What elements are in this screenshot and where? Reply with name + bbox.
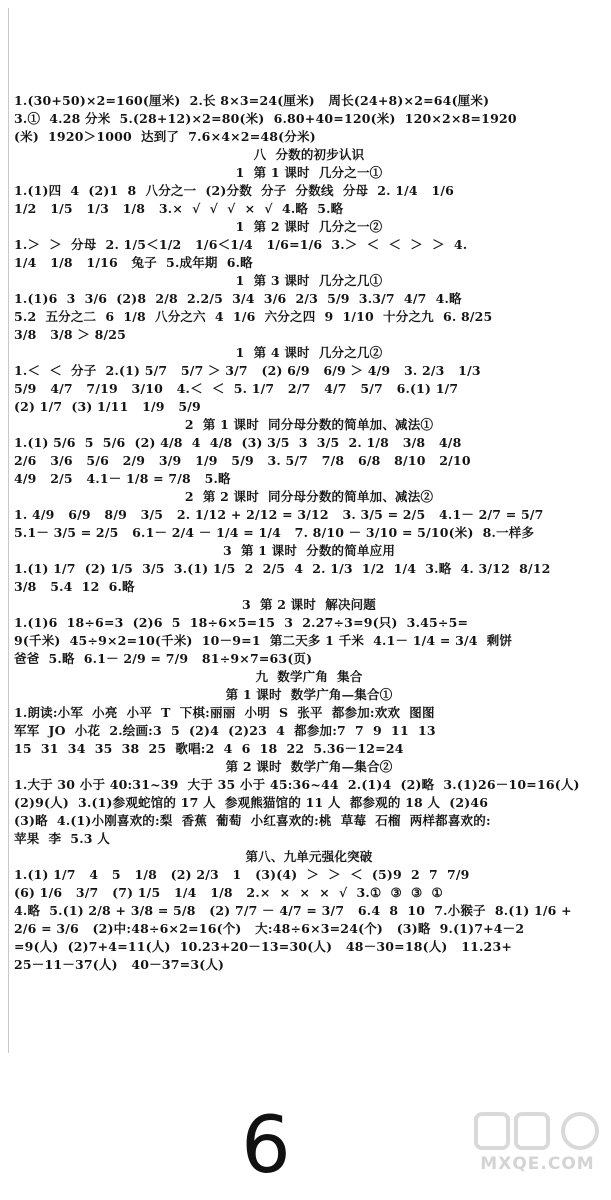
answer-line: 3.① 4.28 分米 5.(28+12)×2=80(米) 6.80+40=120(米) 120×2×8=1920 xyxy=(14,111,517,126)
answer-line: 25－11－37(人) 40－37=3(人) xyxy=(14,957,225,972)
answer-line: 2/6 3/6 5/6 2/9 3/9 1/9 5/9 3. 5/7 7/8 6/8 8/10 2/10 xyxy=(14,453,471,468)
answer-line: 1.(1)6 18÷6=3 (2)6 5 18÷6×5=15 3 2.27÷3=9(只) 3.45÷5= xyxy=(14,615,469,630)
answer-line: 3/8 3/8 ＞ 8/25 xyxy=(14,327,127,342)
answer-line: (3)略 4.(1)小刚喜欢的:梨 香蕉 葡萄 小红喜欢的:桃 草莓 石榴 两样都喜欢的: xyxy=(14,813,491,828)
section-heading: 八 分数的初步认识 xyxy=(253,147,365,162)
answer-line: 1.(1) 1/7 (2) 1/5 3/5 3.(1) 1/5 2 2/5 4 2. 1/3 1/2 1/4 3.略 4. 3/12 8/12 xyxy=(14,561,551,576)
answer-line: 1.(1) 1/7 4 5 1/8 (2) 2/3 1 (3)(4) ＞ ＞ ＜ (5)9 2 7 7/9 xyxy=(14,867,470,882)
answer-line: 爸爸 5.略 6.1－ 2/9 = 7/9 81÷9×7=63(页) xyxy=(14,651,313,666)
watermark-logo xyxy=(470,1108,605,1196)
section-heading: 第八、九单元强化突破 xyxy=(245,849,373,864)
answer-line: (2)9(人) 3.(1)参观蛇馆的 17 人 参观熊猫馆的 11 人 都参观的 18 人 (2)46 xyxy=(14,795,489,810)
answer-line: 4/9 2/5 4.1－ 1/8 = 7/8 5.略 xyxy=(14,471,231,486)
section-heading: 九 数学广角 集合 xyxy=(255,669,363,684)
answer-line: (2) 1/7 (3) 1/11 1/9 5/9 xyxy=(14,399,201,414)
answer-line: =9(人) (2)7+4=11(人) 10.23+20－13=30(人) 48－30=18(人) 11.23+ xyxy=(14,939,513,954)
section-heading: 2 第 2 课时 同分母分数的简单加、减法② xyxy=(184,489,434,504)
answer-line: 5.1－ 3/5 = 2/5 6.1－ 2/4 － 1/4 = 1/4 7. 8/10 － 3/10 = 5/10(米) 8.一样多 xyxy=(14,525,535,540)
answer-line: 1.(1)6 3 3/6 (2)8 2/8 2.2/5 3/4 3/6 2/3 5/9 3.3/7 4/7 4.略 xyxy=(14,291,462,306)
watermark-seal-icon xyxy=(470,1108,605,1156)
section-heading: 第 1 课时 数学广角—集合① xyxy=(225,687,393,702)
answer-line: 1.(30+50)×2=160(厘米) 2.长 8×3=24(厘米) 周长(24+8)×2=64(厘米) xyxy=(14,93,490,108)
page-edge-line xyxy=(8,8,9,1053)
answer-line: 5/9 4/7 7/19 3/10 4.＜ ＜ 5. 1/7 2/7 4/7 5/7 6.(1) 1/7 xyxy=(14,381,459,396)
answer-line: 苹果 李 5.3 人 xyxy=(14,831,110,846)
answer-line: 4.略 5.(1) 2/8 + 3/8 = 5/8 (2) 7/7 － 4/7 = 3/7 6.4 8 10 7.小猴子 8.(1) 1/6 + xyxy=(14,903,572,918)
answer-line: 1/4 1/8 1/16 兔子 5.成年期 6.略 xyxy=(14,255,253,270)
section-heading: 3 第 2 课时 解决问题 xyxy=(241,597,376,612)
section-heading: 1 第 2 课时 几分之一② xyxy=(235,219,383,234)
answer-line: 1.(1)四 4 (2)1 8 八分之一 (2)分数 分子 分数线 分母 2. 1/4 1/6 xyxy=(14,183,455,198)
answer-line: 1. 4/9 6/9 8/9 3/5 2. 1/12 + 2/12 = 3/12 3. 3/5 = 2/5 4.1－ 2/7 = 5/7 xyxy=(14,507,544,522)
answer-content xyxy=(14,92,604,974)
watermark-text: MXQE.COM xyxy=(480,1154,595,1174)
section-heading: 1 第 3 课时 几分之几① xyxy=(235,273,383,288)
answer-line: 3/8 5.4 12 6.略 xyxy=(14,579,135,594)
answer-line: 1.(1) 5/6 5 5/6 (2) 4/8 4 4/8 (3) 3/5 3 3/5 2. 1/8 3/8 4/8 xyxy=(14,435,462,450)
answer-line: 15 31 34 35 38 25 歌唱:2 4 6 18 22 5.36－12=24 xyxy=(14,741,404,756)
answer-line: (6) 1/6 3/7 (7) 1/5 1/4 1/8 2.× × × × √ 3.① ③ ③ ① xyxy=(14,885,443,900)
answer-line: 1.大于 30 小于 40:31~39 大于 35 小于 45:36~44 2.(1)4 (2)略 3.(1)26－10=16(人) xyxy=(14,777,580,792)
answer-line: 1.＜ ＜ 分子 2.(1) 5/7 5/7 ＞ 3/7 (2) 6/9 6/9 ＞ 4/9 3. 2/3 1/3 xyxy=(14,363,481,378)
section-heading: 第 2 课时 数学广角—集合② xyxy=(225,759,393,774)
section-heading: 1 第 1 课时 几分之一① xyxy=(235,165,383,180)
section-heading: 3 第 1 课时 分数的简单应用 xyxy=(222,543,396,558)
answer-line: 5.2 五分之二 6 1/8 八分之六 4 1/6 六分之四 9 1/10 十分之九 6. 8/25 xyxy=(14,309,493,324)
answer-line: 1.朗读:小军 小亮 小平 T 下棋:丽丽 小明 S 张平 都参加:欢欢 图图 xyxy=(14,705,435,720)
answer-line: (米) 1920＞1000 达到了 7.6×4×2=48(分米) xyxy=(14,129,316,144)
answer-line: 9(千米) 45÷9×2=10(千米) 10－9=1 第二天多 1 千米 4.1－ 1/4 = 3/4 剩饼 xyxy=(14,633,513,648)
section-heading: 1 第 4 课时 几分之几② xyxy=(235,345,383,360)
page-number: 6 xyxy=(241,1101,291,1191)
answer-line: 军军 JO 小花 2.绘画:3 5 (2)4 (2)23 4 都参加:7 7 9 11 13 xyxy=(14,723,436,738)
section-heading: 2 第 1 课时 同分母分数的简单加、减法① xyxy=(184,417,434,432)
answer-line: 1.＞ ＞ 分母 2. 1/5＜1/2 1/6＜1/4 1/6=1/6 3.＞ ＜ ＜ ＞ ＞ 4. xyxy=(14,237,468,252)
answer-line: 2/6 = 3/6 (2)中:48÷6×2=16(个) 大:48÷6×3=24(个) (3)略 9.(1)7+4－2 xyxy=(14,921,525,936)
answer-line: 1/2 1/5 1/3 1/8 3.× √ √ √ × √ 4.略 5.略 xyxy=(14,201,344,216)
